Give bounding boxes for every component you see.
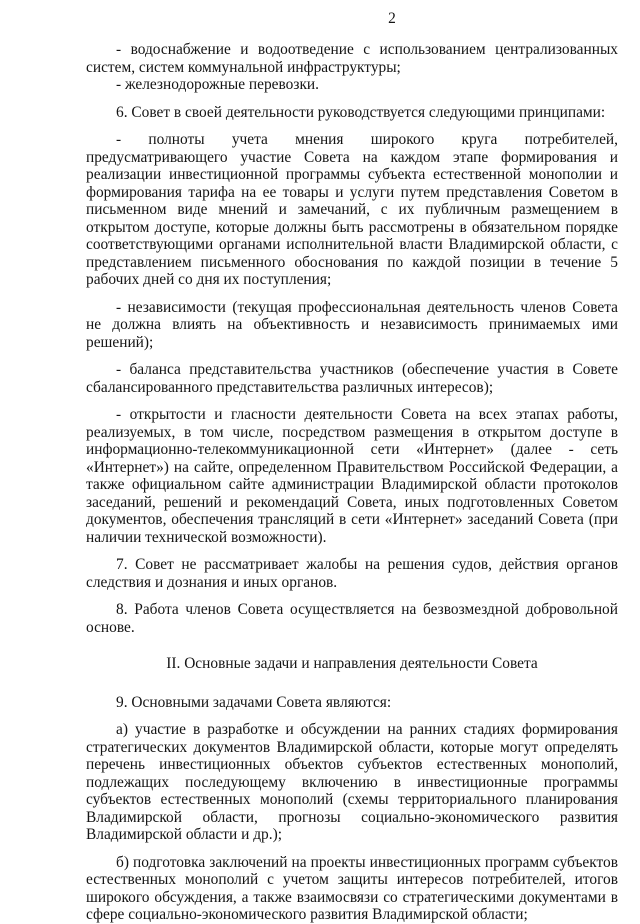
page-number: 2 xyxy=(388,10,396,27)
paragraph-principles-intro: 6. Совет в своей деятельности руководствуется следующими принципами: xyxy=(116,103,606,121)
paragraph-railway: - железнодорожные перевозки. xyxy=(116,76,320,93)
paragraph-principle-balance: - баланса представительства участников (обеспечение участия в Совете сбалансированного представительства различных интересов); xyxy=(86,361,618,396)
paragraph-task-b: б) подготовка заключений на проекты инвестиционных программ субъектов естественных монополий с учетом защиты интересов потребителей, итогов широкого обсуждения, а также взаимосвязи со стратегическими документами в сфере социально-экономического развития Владимирской области; xyxy=(86,853,618,923)
paragraph-principle-consumer-opinion: - полноты учета мнения широкого круга потребителей, предусматривающего участие Совета на каждом этапе формирования и реализации инвестиционной программы субъекта естественной монополии и формирования тарифа на ее товары и услуги путем представления Советом в письменном виде мнений и замечаний, с их публичным размещением в открытом доступе, которые должны быть рассмотрены в обязательном порядке соответствующими органами исполнительной власти Владимирской области, с представлением письменного обоснования по каждой позиции в течение 5 рабочих дней со дня их поступления; xyxy=(86,131,618,288)
paragraph-principle-independence: - независимости (текущая профессиональная деятельность членов Совета не должна влиять на объективность и независимость принимаемых ими решений); xyxy=(86,298,618,351)
paragraph-task-a: а) участие в разработке и обсуждении на ранних стадиях формирования стратегических документов Владимирской области, которые могут определять перечень инвестиционных объектов субъектов естественных монополий, подлежащих последующему включению в инвестиционные программы субъектов естественных монополий (схемы территориального планирования Владимирской области, прогнозы социально-экономического развития Владимирской области и др.); xyxy=(86,721,618,843)
paragraph-complaints: 7. Совет не рассматривает жалобы на решения судов, действия органов следствия и дознания и иных органов. xyxy=(86,556,618,591)
paragraph-main-tasks-intro: 9. Основными задачами Совета являются: xyxy=(116,693,392,711)
paragraph-voluntary-work: 8. Работа членов Совета осуществляется на безвозмездной добровольной основе. xyxy=(86,601,618,636)
paragraph-principle-openness: - открытости и гласности деятельности Совета на всех этапах работы, реализуемых, в том числе, посредством размещения в открытом доступе в информационно-телекоммуникационной сети «Интернет» (далее - сеть «Интернет») на сайте, определенном Правительством Российской Федерации, а также официальном сайте администрации Владимирской области протоколов заседаний, решений и рекомендаций Совета, иных подготовленных Советом документов, обеспечения трансляций в сети «Интернет» заседаний Совета (при наличии технической возможности). xyxy=(86,406,618,546)
paragraph-water-supply: - водоснабжение и водоотведение с использованием централизованных систем, систем коммунальной инфраструктуры; xyxy=(86,41,618,76)
section-heading: II. Основные задачи и направления деятельности Совета xyxy=(166,655,538,672)
